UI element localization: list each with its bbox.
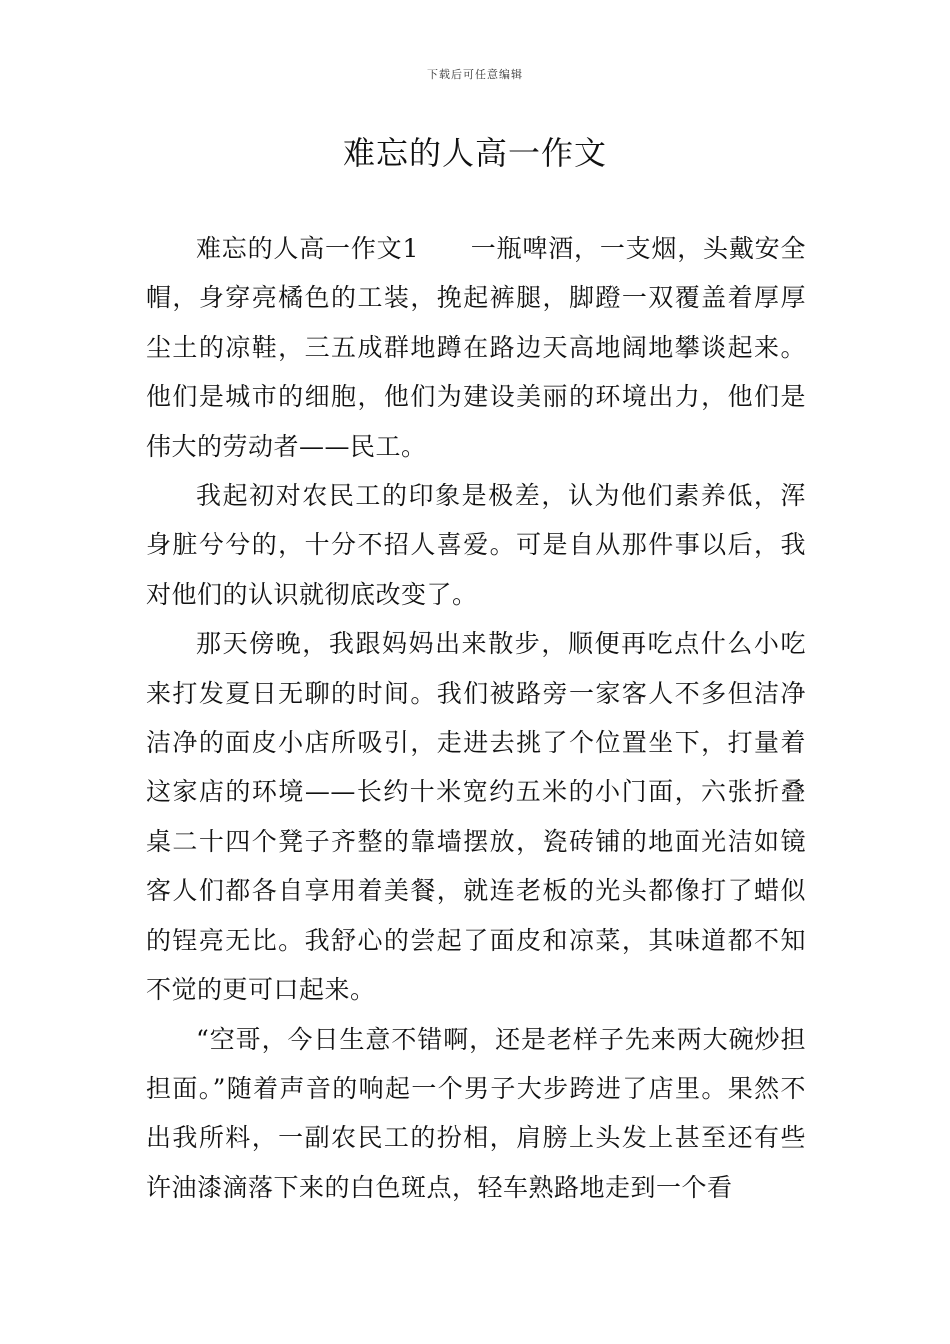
paragraph-2: 我起初对农民工的印象是极差，认为他们素养低，浑身脏兮兮的，十分不招人喜爱。可是自从那件事以后，我对他们的认识就彻底改变了。 xyxy=(146,481,806,609)
document-title: 难忘的人高一作文 xyxy=(342,134,607,172)
document-body xyxy=(146,224,806,1212)
paragraph-1: 难忘的人高一作文1 一瓶啤酒，一支烟，头戴安全帽，身穿亮橘色的工装，挽起裤腿，脚蹬一双覆盖着厚厚尘土的凉鞋，三五成群地蹲在路边天高地阔地攀谈起来。他们是城市的细胞，他们为建设美丽的环境出力，他们是伟大的劳动者——民工。 xyxy=(146,234,806,461)
paragraph-4: “空哥，今日生意不错啊，还是老样子先来两大碗炒担担面。”随着声音的响起一个男子大步跨进了店里。果然不出我所料，一副农民工的扮相，肩膀上头发上甚至还有些许油漆滴落下来的白色斑点，轻车熟路地走到一个看 xyxy=(146,1024,806,1202)
header-note: 下载后可任意编辑 xyxy=(427,68,523,81)
paragraph-3: 那天傍晚，我跟妈妈出来散步，顺便再吃点什么小吃来打发夏日无聊的时间。我们被路旁一家客人不多但洁净洁净的面皮小店所吸引，走进去挑了个位置坐下，打量着这家店的环境——长约十米宽约五米的小门面，六张折叠桌二十四个凳子齐整的靠墙摆放，瓷砖铺的地面光洁如镜客人们都各自享用着美餐，就连老板的光头都像打了蜡似的锃亮无比。我舒心的尝起了面皮和凉菜，其味道都不知不觉的更可口起来。 xyxy=(146,629,806,1005)
